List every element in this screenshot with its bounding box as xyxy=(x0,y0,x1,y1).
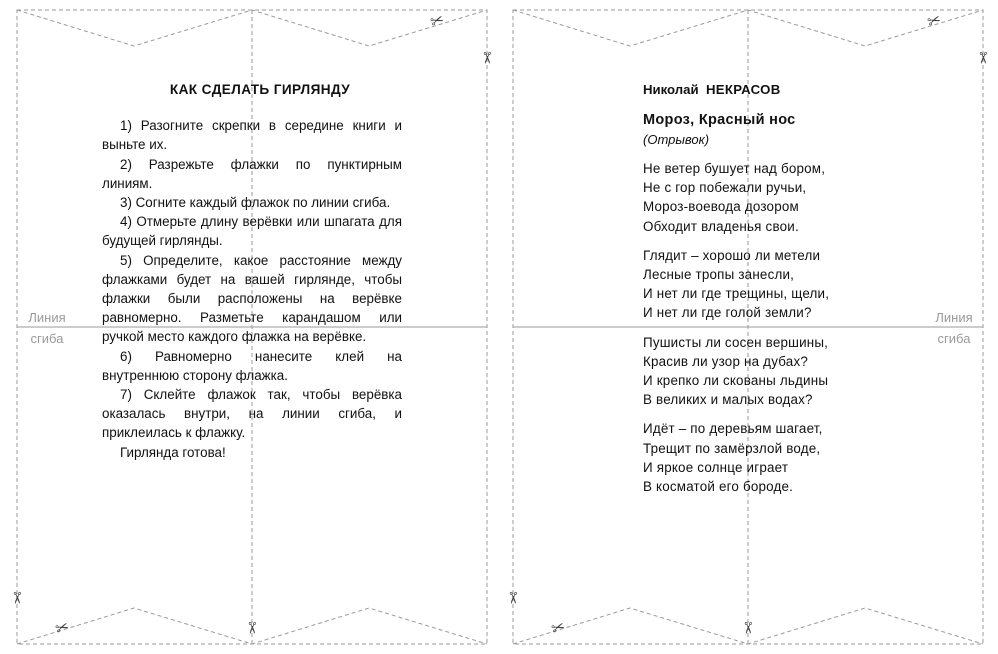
fold-label-line2: сгиба xyxy=(937,331,971,346)
poem-line: И нет ли где трещины, щели, xyxy=(643,286,830,302)
poem-line: Идёт – по деревьям шагает, xyxy=(643,421,823,437)
poem-stanza xyxy=(643,246,883,323)
fold-line-label-left xyxy=(17,307,77,349)
poem-line: Красив ли узор на дубах? xyxy=(643,353,808,369)
poem-stanza xyxy=(643,419,883,496)
instruction-step: 6) Равномерно нанесите клей на внутреннюю сторону флажка. xyxy=(102,348,402,383)
scissors-icon: ✂ xyxy=(7,591,25,605)
poem-line: И яркое солнце играет xyxy=(643,459,789,475)
poem-line: Пушисты ли сосен вершины, xyxy=(643,334,829,350)
poem-line: В великих и малых водах? xyxy=(643,392,813,408)
poem-line: И нет ли где голой земли? xyxy=(643,305,812,321)
scissors-icon: ✂ xyxy=(738,621,756,635)
poem-line: Обходит владенья свои. xyxy=(643,218,799,234)
fold-label-line1: Линия xyxy=(935,310,973,325)
poem-title: Мороз, Красный нос xyxy=(643,112,796,128)
poem-line: Мороз-воевода дозором xyxy=(643,199,799,215)
scissors-icon: ✂ xyxy=(973,51,991,65)
poem-line: Глядит – хорошо ли метели xyxy=(643,247,821,263)
poem-line: Не ветер бушует над бором, xyxy=(643,161,826,176)
poem-stanza xyxy=(643,159,883,236)
instruction-step: 1) Разогните скрепки в середине книги и выньте их. xyxy=(102,118,402,153)
fold-label-line2: сгиба xyxy=(30,331,64,346)
scissors-icon: ✂ xyxy=(53,618,72,639)
instructions-title: КАК СДЕЛАТЬ ГИРЛЯНДУ xyxy=(169,82,351,97)
poem-line: В косматой его бороде. xyxy=(643,479,794,495)
scissors-icon: ✂ xyxy=(549,618,568,639)
poem-line: Трещит по замёрзлой воде, xyxy=(643,440,821,456)
instruction-step: 3) Согните каждый флажок по линии сгиба. xyxy=(120,195,391,211)
poem-subtitle: (Отрывок) xyxy=(643,132,710,147)
scissors-icon: ✂ xyxy=(428,11,447,32)
poem-line: Не с гор побежали ручьи, xyxy=(643,180,807,196)
poem-stanza xyxy=(643,333,883,410)
instruction-step: 7) Склейте флажок так, чтобы верёвка оказалась внутри, на линии сгиба, и приклеилась к флажку. xyxy=(102,387,402,441)
author-last-name: НЕКРАСОВ xyxy=(705,82,781,97)
scissors-icon: ✂ xyxy=(477,51,495,65)
poem-line: И крепко ли скованы льдины xyxy=(643,373,829,389)
poem-author xyxy=(643,80,883,100)
instructions-done: Гирлянда готова! xyxy=(120,444,226,460)
fold-line-label-right xyxy=(924,307,984,349)
poem xyxy=(643,80,883,506)
fold-label-line1: Линия xyxy=(28,310,66,325)
instruction-step: 4) Отмерьте длину верёвки или шпагата для будущей гирлянды. xyxy=(102,214,402,249)
scissors-icon: ✂ xyxy=(925,11,944,32)
scissors-icon: ✂ xyxy=(242,621,260,635)
poem-line: Лесные тропы занесли, xyxy=(643,267,795,283)
scissors-icon: ✂ xyxy=(503,591,521,605)
instruction-step: 5) Определите, какое расстояние между флажками будет на вашей гирлянде, чтобы флажки были расположены на верёвке равномерно. Разметьте карандашом или ручкой место каждого флажка на верёвке. xyxy=(102,252,402,345)
instruction-step: 2) Разрежьте флажки по пунктирным линиям. xyxy=(102,156,402,191)
author-first-name: Николай xyxy=(643,82,699,97)
garland-instructions xyxy=(102,80,402,462)
